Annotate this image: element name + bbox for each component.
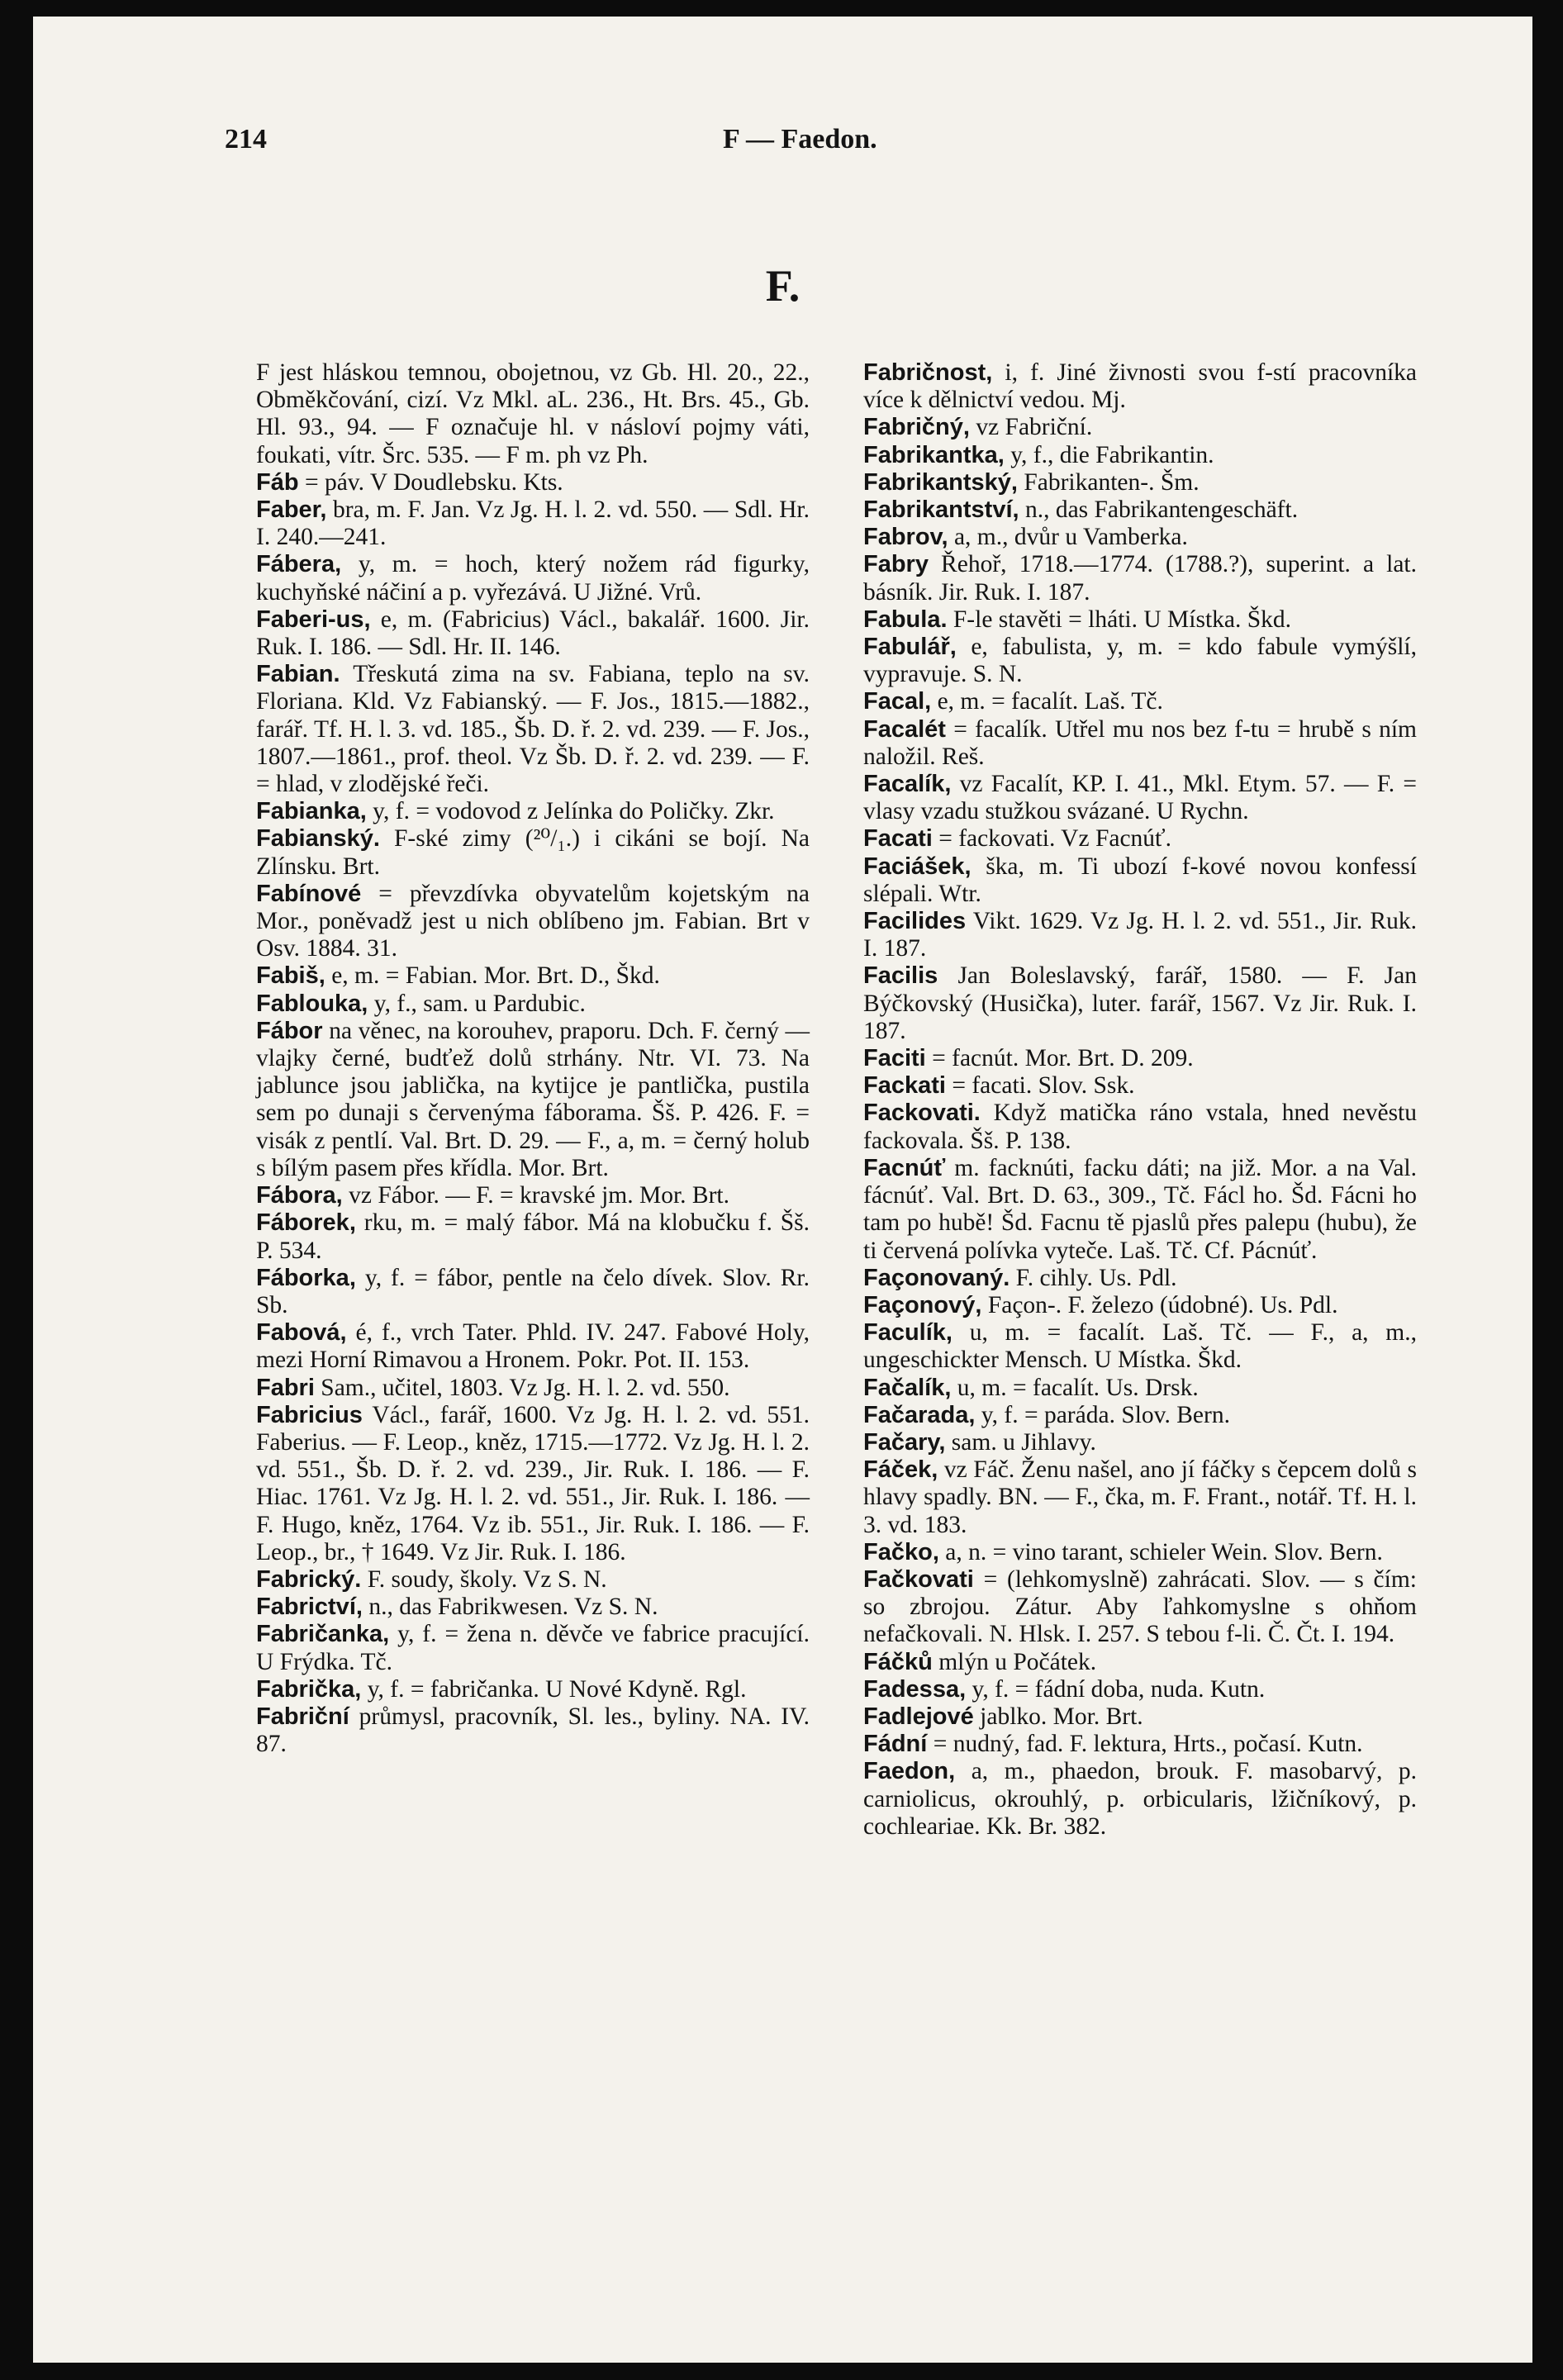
entry-text: e, m. = Fabian. Mor. Brt. D., Škd. — [325, 962, 660, 990]
entry-headword: Facilis — [863, 962, 938, 990]
dictionary-entry — [256, 1402, 810, 1566]
dictionary-entry — [863, 414, 1417, 441]
running-header — [33, 124, 1532, 165]
entry-headword: Fabianka, — [256, 798, 367, 825]
entry-headword: Fáb — [256, 468, 299, 496]
entry-text: y, f. = paráda. Slov. Bern. — [975, 1401, 1230, 1428]
dictionary-entry — [863, 1319, 1417, 1374]
dictionary-entry — [863, 1456, 1417, 1539]
entry-headword: Facal, — [863, 688, 932, 715]
page-number: 214 — [225, 124, 267, 154]
entry-headword: Fabrický. — [256, 1565, 362, 1593]
entry-headword: Fabričanka, — [256, 1621, 390, 1648]
entry-text: Řehoř, 1718.—1774. (1788.?), superint. a lat. básník. Jir. Ruk. I. 187. — [863, 551, 1417, 606]
dictionary-entry — [256, 359, 810, 469]
entry-headword: Fabrička, — [256, 1675, 362, 1703]
entry-text: e, fabulista, y, m. = kdo fabule vymýšlí, vypravuje. S. N. — [863, 634, 1417, 688]
entry-text: bra, m. F. Jan. Vz Jg. H. l. 2. vd. 550. — Sdl. Hr. I. 240.—241. — [256, 496, 810, 551]
dictionary-entry — [863, 1292, 1417, 1319]
entry-text: a, m., phaedon, brouk. F. masobarvý, p. carniolicus, okrouhlý, p. orbicularis, lžičníkový, p. cochleariae. Kk. Br. 382. — [863, 1758, 1417, 1840]
dictionary-entry — [863, 1649, 1417, 1676]
entry-text: y, f., die Fabrikantin. — [1004, 441, 1214, 468]
entry-headword: Faciášek, — [863, 853, 972, 880]
dictionary-entry — [863, 359, 1417, 414]
entry-text: Vikt. 1629. Vz Jg. H. l. 2. vd. 551., Jir. Ruk. I. 187. — [863, 908, 1417, 962]
entry-headword: Fabová, — [256, 1319, 347, 1347]
dictionary-entry — [863, 771, 1417, 825]
entry-headword: Facnúť — [863, 1154, 946, 1181]
entry-text: Fabrikanten-. Šm. — [1017, 468, 1200, 496]
dictionary-entry — [863, 1703, 1417, 1731]
entry-text: průmysl, pracovník, Sl. les., byliny. NA. IV. 87. — [256, 1703, 810, 1758]
entry-text: a, n. = vino tarant, schieler Wein. Slov. Bern. — [938, 1538, 1383, 1565]
entry-text: Když matička ráno vstala, hned nevěstu fackovala. Šš. P. 138. — [863, 1100, 1417, 1154]
entry-headword: Fačkovati — [863, 1565, 974, 1593]
dictionary-entry — [256, 496, 810, 551]
entry-headword: Fabri — [256, 1374, 315, 1401]
entry-text: m. facknúti, facku dáti; na již. Mor. a na Val. fácnúť. Val. Brt. D. 63., 309., Tč. Fácl ho. Šd. Fácni ho tam po hubě! Šd. Facnu tě pjaslů přes palepu (hubu), že ti červená polívka vyteče. Laš. Tč. Cf. Pácnúť. — [863, 1154, 1417, 1264]
entry-headword: Fadessa, — [863, 1675, 967, 1703]
entry-text: y, f., sam. u Pardubic. — [368, 990, 586, 1017]
entry-text: i, f. Jiné živnosti svou f-stí pracovníka více k dělnictví vedou. Mj. — [863, 359, 1417, 414]
entry-text: Sam., učitel, 1803. Vz Jg. H. l. 2. vd. 550. — [314, 1374, 730, 1401]
entry-text: Jan Boleslavský, farář, 1580. — F. Jan Býčkovský (Husička), luter. farář, 1567. Vz Jir. Ruk. I. 187. — [863, 962, 1417, 1044]
dictionary-entry — [256, 962, 810, 990]
dictionary-entry — [256, 1594, 810, 1621]
dictionary-entry — [256, 798, 810, 825]
entry-text: Façon-. F. železo (údobné). Us. Pdl. — [981, 1291, 1338, 1318]
dictionary-entry — [256, 1018, 810, 1182]
entry-text: y, f. = fádní doba, nuda. Kutn. — [966, 1675, 1266, 1703]
dictionary-entry — [863, 1758, 1417, 1841]
dictionary-entry — [863, 1676, 1417, 1703]
dictionary-entry — [863, 1731, 1417, 1758]
entry-headword: Facalík, — [863, 771, 952, 798]
entry-text: mlýn u Počátek. — [932, 1648, 1097, 1675]
dictionary-entry — [256, 661, 810, 798]
dictionary-entry — [256, 1375, 810, 1402]
entry-headword: Fabrikantka, — [863, 441, 1005, 468]
dictionary-entry — [863, 1402, 1417, 1429]
entry-headword: Fablouka, — [256, 990, 368, 1017]
dictionary-entry — [256, 1265, 810, 1319]
dictionary-entry — [863, 1045, 1417, 1072]
running-title: F — Faedon. — [723, 124, 877, 154]
entry-headword: Fabričný, — [863, 414, 970, 441]
entry-text: = nudný, fad. F. lektura, Hrts., počasí. Kutn. — [927, 1731, 1363, 1758]
entry-headword: Faberi-us, — [256, 606, 371, 633]
dictionary-entry — [863, 606, 1417, 634]
entry-headword: Faber, — [256, 496, 327, 524]
entry-headword: Façonový, — [863, 1291, 982, 1318]
entry-text: ška, m. Ti ubozí f-kové novou konfessí slépali. Wtr. — [863, 853, 1417, 907]
dictionary-entry — [863, 1429, 1417, 1456]
dictionary-entry — [256, 1182, 810, 1209]
entry-headword: Fackovati. — [863, 1100, 981, 1127]
dictionary-entry — [863, 1155, 1417, 1265]
entry-text: e, m. (Fabricius) Václ., bakalář. 1600. Jir. Ruk. I. 186. — Sdl. Hr. II. 146. — [256, 606, 810, 661]
left-column — [256, 359, 810, 1758]
entry-text: = převzdívka obyvatelům kojetským na Mor., poněvadž jest u nich oblíbeno jm. Fabian. Brt v Osv. 1884. 31. — [256, 880, 810, 962]
entry-headword: Fačalík, — [863, 1374, 952, 1401]
entry-headword: Fabian. — [256, 661, 340, 688]
dictionary-entry — [256, 825, 810, 880]
dictionary-entry — [863, 853, 1417, 908]
entry-headword: Faedon, — [863, 1758, 956, 1785]
right-column — [863, 359, 1417, 1841]
entry-headword: Fáborek, — [256, 1209, 356, 1237]
entry-text: vz Fáč. Ženu našel, ano jí fáčky s čepcem dolů s hlavy spadly. BN. — F., čka, m. F. Frant., notář. Tf. H. l. 3. vd. 183. — [863, 1456, 1417, 1538]
dictionary-entry — [863, 496, 1417, 524]
entry-text: = facati. Slov. Ssk. — [945, 1072, 1135, 1100]
entry-text: F. soudy, školy. Vz S. N. — [361, 1565, 607, 1593]
entry-headword: Fádní — [863, 1731, 928, 1758]
entry-text: jablko. Mor. Brt. — [973, 1703, 1143, 1730]
entry-text: = páv. V Doudlebsku. Kts. — [298, 468, 563, 496]
entry-headword: Fáčků — [863, 1648, 933, 1675]
entry-headword: Fabrikantství, — [863, 496, 1019, 524]
entry-headword: Fackati — [863, 1072, 946, 1100]
entry-text: vz Facalít, KP. I. 41., Mkl. Etym. 57. — F. = vlasy vzadu stužkou svázané. U Rychn. — [863, 771, 1417, 825]
entry-text: F-ské zimy (²⁰/₁.) i cikáni se bojí. Na Zlínsku. Brt. — [256, 825, 810, 880]
entry-headword: Fáborka, — [256, 1264, 356, 1291]
entry-text: y, f. = žena n. děvče ve fabrice pracující. U Frýdka. Tč. — [256, 1621, 810, 1675]
entry-text: n., das Fabrikwesen. Vz S. N. — [362, 1594, 658, 1621]
section-letter: F. — [765, 261, 801, 311]
entry-headword: Facati — [863, 825, 933, 853]
entry-headword: Fabianský. — [256, 825, 380, 853]
dictionary-entry — [863, 1539, 1417, 1566]
entry-text: = (lehkomyslně) zahrácati. Slov. — s čím: so zbrojou. Zátur. Aby ľahkomyslne s ohňom nefačkovali. N. Hlsk. I. 257. S tebou f-li. Č. Čt. I. 194. — [863, 1565, 1417, 1648]
dictionary-entry — [863, 1375, 1417, 1402]
entry-headword: Fabula. — [863, 606, 948, 633]
entry-headword: Facalét — [863, 715, 946, 743]
dictionary-entry — [863, 442, 1417, 469]
entry-headword: Faciti — [863, 1045, 926, 1072]
dictionary-entry — [863, 716, 1417, 771]
entry-text: = facalík. Utřel mu nos bez f-tu = hrubě s ním naložil. Reš. — [863, 715, 1417, 770]
dictionary-entry — [863, 1072, 1417, 1100]
dictionary-entry — [256, 1566, 810, 1594]
dictionary-entry — [256, 1209, 810, 1264]
dictionary-entry — [256, 1621, 810, 1675]
entry-text: F-le stavěti = lháti. U Místka. Škd. — [947, 606, 1292, 633]
entry-text: y, f. = fabričanka. U Nové Kdyně. Rgl. — [361, 1675, 747, 1703]
dictionary-entry — [863, 688, 1417, 715]
entry-text: u, m. = facalít. Us. Drsk. — [951, 1374, 1199, 1401]
entry-headword: Fabínové — [256, 880, 362, 907]
entry-headword: Fáček, — [863, 1456, 938, 1484]
entry-headword: Facilides — [863, 908, 967, 935]
dictionary-entry — [863, 825, 1417, 853]
dictionary-entry — [256, 606, 810, 661]
entry-headword: Fabrov, — [863, 524, 948, 551]
entry-text: n., das Fabrikantengeschäft. — [1019, 496, 1299, 524]
entry-text: na věnec, na korouhev, praporu. Dch. F. černý — vlajky černé, budťež dolů strhány. Ntr. VI. 73. Na jablunce jsou jablička, na kytijce je pantlička, pustila sem po dunaji s červenýma fáborama. Šš. P. 426. F. = visák z pentlí. Val. Brt. D. 29. — F., a, m. = černý holub s bílým pasem přes křídla. Mor. Brt. — [256, 1017, 810, 1181]
entry-text: e, m. = facalít. Laš. Tč. — [931, 688, 1163, 715]
entry-text: sam. u Jihlavy. — [945, 1428, 1096, 1456]
entry-text: y, f. = fábor, pentle na čelo dívek. Slov. Rr. Sb. — [256, 1264, 810, 1318]
dictionary-entry — [863, 634, 1417, 688]
entry-text: F jest hláskou temnou, obojetnou, vz Gb. Hl. 20., 22., Obměkčování, cizí. Vz Mkl. aL. 236., Ht. Brs. 45., Gb. Hl. 93., 94. — F označuje hl. v násloví pojmy váti, foukati, vítr. Šrc. 535. — F m. ph vz Ph. — [256, 359, 810, 468]
entry-headword: Fábor — [256, 1017, 323, 1044]
entry-headword: Fábera, — [256, 551, 342, 578]
entry-headword: Fabrikantský, — [863, 468, 1018, 496]
dictionary-entry — [863, 1566, 1417, 1649]
entry-headword: Fačarada, — [863, 1401, 976, 1428]
entry-text: rku, m. = malý fábor. Má na klobučku f. Šš. P. 534. — [256, 1209, 810, 1264]
entry-text: é, f., vrch Tater. Phld. IV. 247. Fabové Holy, mezi Horní Rimavou a Hronem. Pokr. Pot. II. 153. — [256, 1319, 810, 1374]
dictionary-entry — [256, 881, 810, 963]
entry-text: vz Fabriční. — [969, 414, 1093, 441]
entry-text: = fackovati. Vz Facnúť. — [932, 825, 1172, 853]
entry-headword: Fábora, — [256, 1182, 343, 1209]
entry-text: = facnút. Mor. Brt. D. 209. — [925, 1045, 1194, 1072]
entry-headword: Fačary, — [863, 1428, 946, 1456]
entry-text: Václ., farář, 1600. Vz Jg. H. l. 2. vd. 551. Faberius. — F. Leop., kněz, 1715.—1772. Vz Jg. H. l. 2. vd. 551., Šb. D. ř. 2. vd. 239., Jir. Ruk. I. 186. — F. Hiac. 1761. Vz Jg. H. l. 2. vd. 551., Jir. Ruk. I. 186. — F. Hugo, kněz, 1764. Vz ib. 551., Jir. Ruk. I. 186. — F. Leop., br., † 1649. Vz Jir. Ruk. I. 186. — [256, 1401, 810, 1565]
dictionary-entry — [863, 908, 1417, 962]
entry-text: vz Fábor. — F. = kravské jm. Mor. Brt. — [342, 1182, 729, 1209]
entry-text: F. cihly. Us. Pdl. — [1010, 1264, 1177, 1291]
dictionary-entry — [863, 469, 1417, 496]
entry-headword: Façonovaný. — [863, 1264, 1010, 1291]
entry-headword: Fabričnost, — [863, 359, 993, 386]
dictionary-page — [33, 17, 1532, 2363]
dictionary-entry — [256, 990, 810, 1018]
entry-headword: Fabiš, — [256, 962, 325, 990]
entry-headword: Fabulář, — [863, 634, 957, 661]
dictionary-entry — [863, 524, 1417, 551]
entry-headword: Fabry — [863, 551, 929, 578]
entry-text: Třeskutá zima na sv. Fabiana, teplo na sv. Floriana. Kld. Vz Fabianský. — F. Jos., 1815.—1882., farář. Tf. H. l. 3. vd. 185., Šb. D. ř. 2. vd. 239. — F. Jos., 1807.—1861., prof. theol. Vz Šb. D. ř. 2. vd. 239. — F. = hlad, v zlodějské řeči. — [256, 661, 810, 798]
entry-text: y, f. = vodovod z Jelínka do Poličky. Zkr. — [366, 798, 775, 825]
dictionary-entry — [863, 1265, 1417, 1292]
entry-text: y, m. = hoch, který nožem rád figurky, kuchyňské náčiní a p. vyřezává. U Jižné. Vrů. — [256, 551, 810, 606]
entry-text: u, m. = facalít. Laš. Tč. — F., a, m., ungeschickter Mensch. U Místka. Škd. — [863, 1319, 1417, 1374]
dictionary-entry — [863, 1100, 1417, 1154]
dictionary-entry — [256, 1676, 810, 1703]
entry-headword: Fabriční — [256, 1703, 349, 1730]
entry-headword: Fačko, — [863, 1538, 939, 1565]
entry-headword: Fadlejové — [863, 1703, 974, 1730]
entry-headword: Fabrictví, — [256, 1594, 363, 1621]
dictionary-entry — [863, 551, 1417, 606]
dictionary-entry — [256, 551, 810, 606]
entry-headword: Faculík, — [863, 1319, 953, 1347]
dictionary-entry — [863, 962, 1417, 1045]
dictionary-entry — [256, 1703, 810, 1758]
dictionary-entry — [256, 1319, 810, 1374]
entry-text: a, m., dvůr u Vamberka. — [948, 524, 1188, 551]
entry-headword: Fabricius — [256, 1401, 363, 1428]
dictionary-entry — [256, 469, 810, 496]
